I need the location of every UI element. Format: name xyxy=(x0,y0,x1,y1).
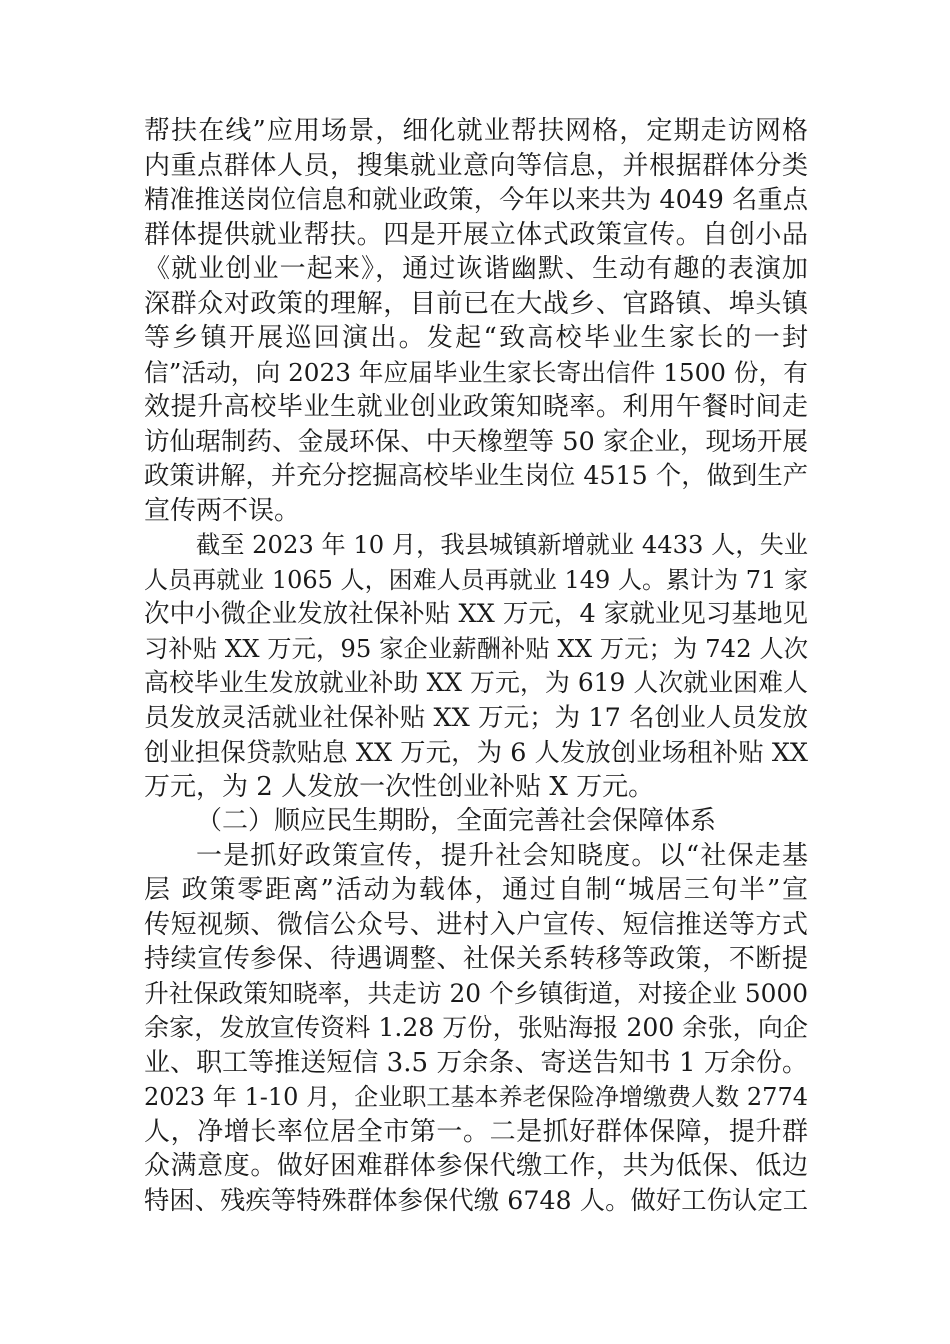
text-line: 业、职工等推送短信 3.5 万余条、寄送告知书 1 万余份。 xyxy=(144,1047,808,1078)
text-line: 信”活动，向 2023 年应届毕业生家长寄出信件 1500 份，有 xyxy=(144,357,808,387)
document-body xyxy=(144,114,808,1218)
text-line: 万元，为 2 人发放一次性创业补贴 X 万元。 xyxy=(144,771,655,802)
text-line: 余家，发放宣传资料 1.28 万份，张贴海报 200 余张，向企 xyxy=(144,1013,808,1042)
text-line: 员发放灵活就业社保补贴 XX 万元；为 17 名创业人员发放 xyxy=(144,702,808,733)
text-line: 习补贴 XX 万元，95 家企业薪酬补贴 XX 万元；为 742 人次 xyxy=(144,633,808,663)
text-line: 高校毕业生发放就业补助 XX 万元，为 619 人次就业困难人 xyxy=(144,668,808,697)
text-line: 群体提供就业帮扶。四是开展立体式政策宣传。自创小品 xyxy=(144,219,808,250)
text-line: 政策讲解，并充分挖掘高校毕业生岗位 4515 个，做到生产 xyxy=(144,461,808,490)
text-line: 人员再就业 1065 人，困难人员再就业 149 人。累计为 71 家 xyxy=(144,565,808,594)
text-line: 效提升高校毕业生就业创业政策知晓率。利用午餐时间走 xyxy=(144,392,808,422)
text-line: 持续宣传参保、待遇调整、社保关系转移等政策，不断提 xyxy=(144,944,808,974)
text-line: 访仙琚制药、金晟环保、中天橡塑等 50 家企业，现场开展 xyxy=(144,426,808,457)
text-line: 众满意度。做好困难群体参保代缴工作，共为低保、低边 xyxy=(144,1151,808,1181)
text-line: 传短视频、微信公众号、进村入户宣传、短信推送等方式 xyxy=(144,909,808,940)
text-line: 截至 2023 年 10 月，我县城镇新增就业 4433 人，失业 xyxy=(196,531,808,559)
text-line: 等乡镇开展巡回演出。发起“致高校毕业生家长的一封 xyxy=(144,323,808,353)
text-line: 人，净增长率位居全市第一。二是抓好群体保障，提升群 xyxy=(144,1116,808,1147)
text-line: 层 政策零距离”活动为载体，通过自制“城居三句半”宣 xyxy=(144,875,808,905)
text-line: 一是抓好政策宣传，提升社会知晓度。以“社保走基 xyxy=(196,840,808,871)
text-line: （二）顺应民生期盼，全面完善社会保障体系 xyxy=(196,806,717,836)
text-line: 宣传两不误。 xyxy=(144,495,301,526)
text-line: 创业担保贷款贴息 XX 万元，为 6 人发放创业场租补贴 XX xyxy=(144,737,808,767)
text-line: 次中小微企业发放社保补贴 XX 万元，4 家就业见习基地见 xyxy=(144,599,808,629)
text-line: 《就业创业一起来》，通过诙谐幽默、生动有趣的表演加 xyxy=(144,254,808,284)
text-line: 深群众对政策的理解，目前已在大战乡、官路镇、埠头镇 xyxy=(144,288,808,319)
text-line: 升社保政策知晓率，共走访 20 个乡镇街道，对接企业 5000 xyxy=(144,978,808,1008)
text-line: 特困、残疾等特殊群体参保代缴 6748 人。做好工伤认定工 xyxy=(144,1185,808,1215)
text-line: 帮扶在线”应用场景，细化就业帮扶网格，定期走访网格 xyxy=(144,116,808,146)
text-line: 内重点群体人员，搜集就业意向等信息，并根据群体分类 xyxy=(144,150,808,181)
text-line: 精准推送岗位信息和就业政策，今年以来共为 4049 名重点 xyxy=(144,185,808,214)
text-line: 2023 年 1-10 月，企业职工基本养老保险净增缴费人数 2774 xyxy=(144,1083,808,1111)
